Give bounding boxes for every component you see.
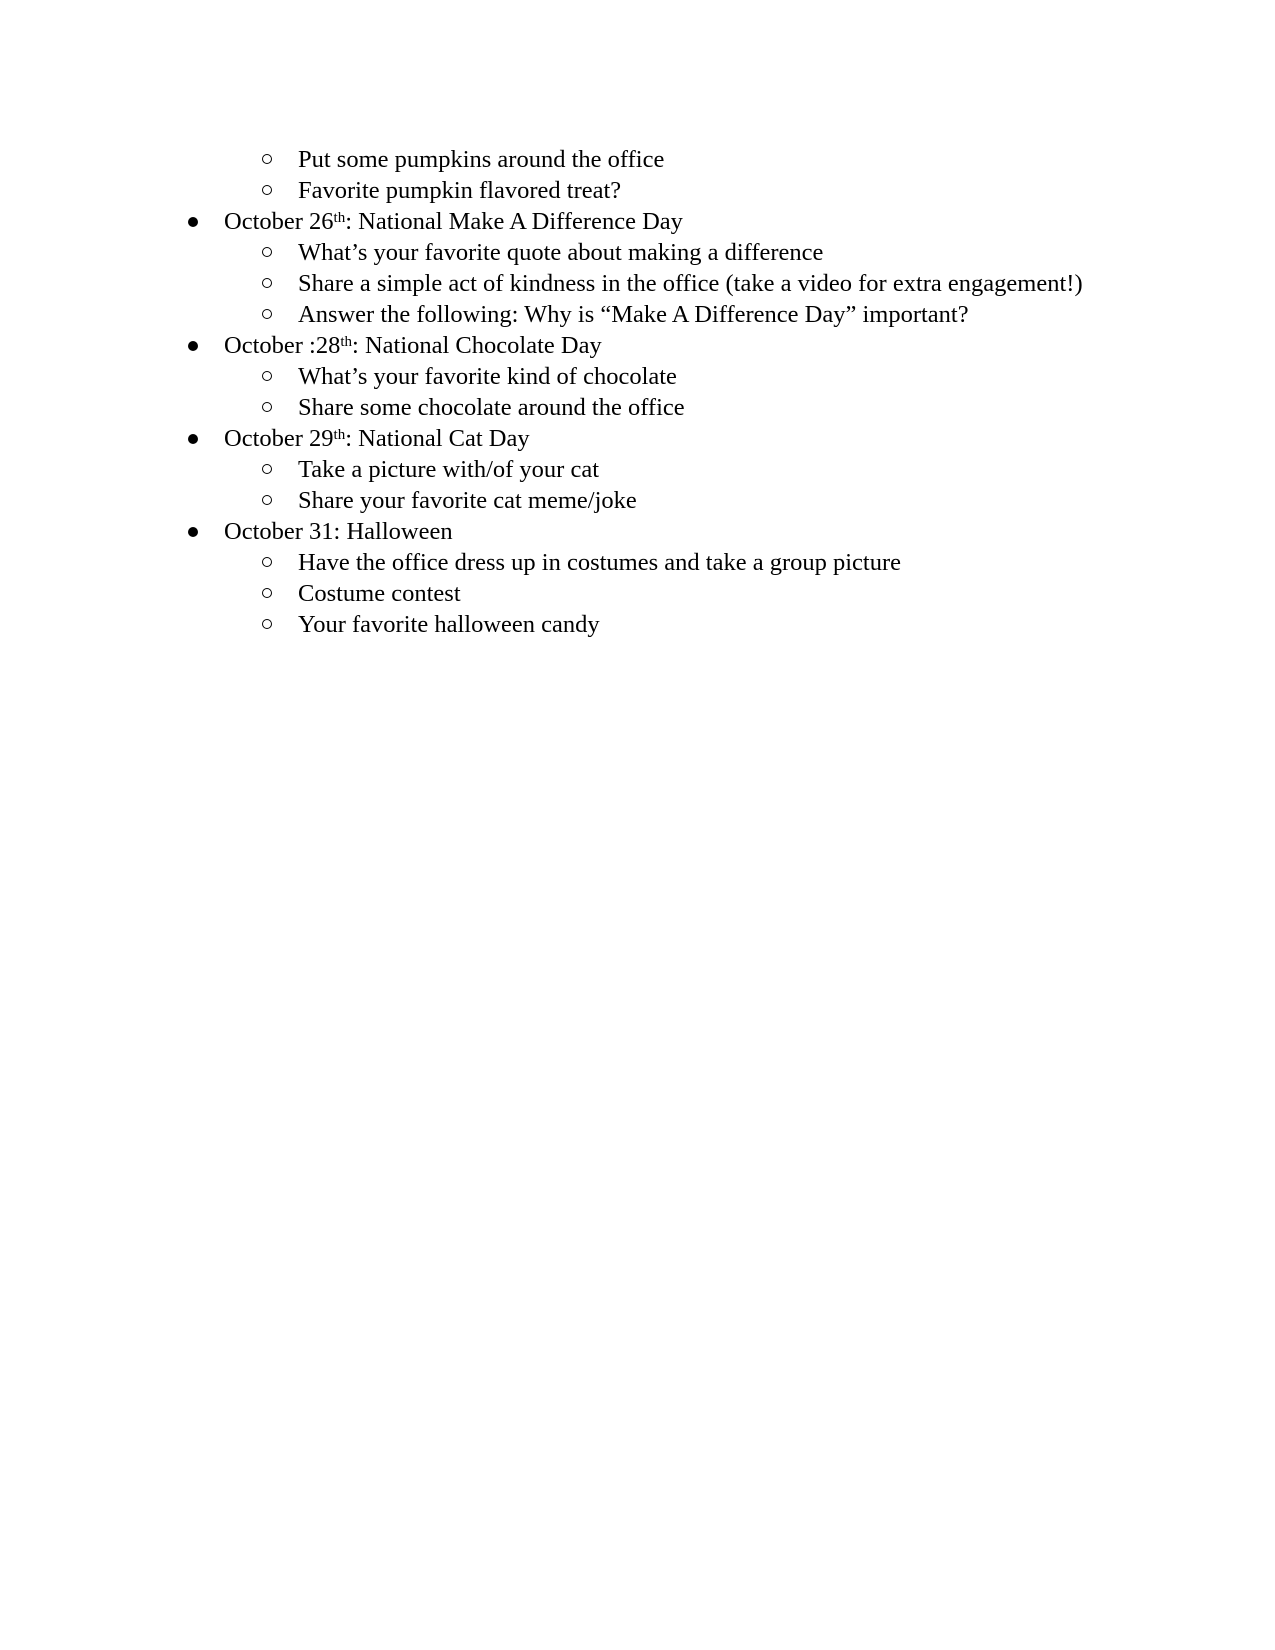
hollow-bullet-icon [262, 299, 272, 330]
ordinal-suffix: th [340, 334, 353, 350]
list-item-heading [0, 206, 1275, 237]
date-text: October 29 [224, 425, 334, 452]
bulleted-list [0, 144, 1275, 640]
list-item-heading [0, 516, 1275, 547]
list-item-text: Costume contest [298, 580, 461, 607]
ordinal-suffix: th [333, 427, 346, 443]
date-text: October :28 [224, 332, 341, 359]
hollow-bullet-icon [262, 392, 272, 423]
list-item-heading [0, 423, 1275, 454]
list-item-text: What’s your favorite kind of chocolate [298, 363, 677, 390]
list-item [0, 547, 1275, 578]
list-item-heading [0, 330, 1275, 361]
hollow-bullet-icon [262, 547, 272, 578]
list-item [0, 361, 1275, 392]
hollow-bullet-icon [262, 485, 272, 516]
list-item-text: Answer the following: Why is “Make A Difference Day” important? [298, 301, 969, 328]
filled-bullet-icon [188, 516, 198, 547]
hollow-bullet-icon [262, 454, 272, 485]
list-item [0, 175, 1275, 206]
hollow-bullet-icon [262, 578, 272, 609]
event-name: : National Chocolate Day [352, 332, 602, 359]
list-item-text: Favorite pumpkin flavored treat? [298, 177, 622, 204]
hollow-bullet-icon [262, 268, 272, 299]
list-item [0, 454, 1275, 485]
list-item-text: Share your favorite cat meme/joke [298, 487, 637, 514]
list-item [0, 237, 1275, 268]
list-item-text: Have the office dress up in costumes and take a group picture [298, 549, 902, 576]
list-item [0, 485, 1275, 516]
list-item [0, 299, 1275, 330]
hollow-bullet-icon [262, 175, 272, 206]
list-item-text: Put some pumpkins around the office [298, 146, 665, 173]
list-item [0, 609, 1275, 640]
hollow-bullet-icon [262, 609, 272, 640]
date-text: October 26 [224, 208, 334, 235]
list-item [0, 392, 1275, 423]
list-item-text [224, 330, 602, 361]
filled-bullet-icon [188, 206, 198, 237]
filled-bullet-icon [188, 423, 198, 454]
list-item [0, 268, 1275, 299]
event-name: : National Make A Difference Day [345, 208, 683, 235]
hollow-bullet-icon [262, 144, 272, 175]
event-name: : National Cat Day [345, 425, 530, 452]
list-item-text: Share a simple act of kindness in the office (take a video for extra engagement!) [298, 270, 1083, 297]
list-item-text [224, 423, 530, 454]
list-item-text: Take a picture with/of your cat [298, 456, 600, 483]
ordinal-suffix: th [333, 210, 346, 226]
list-item-text: Your favorite halloween candy [298, 611, 600, 638]
date-text: October 31: Halloween [224, 518, 453, 545]
hollow-bullet-icon [262, 361, 272, 392]
list-item-text: What’s your favorite quote about making a difference [298, 239, 824, 266]
list-item-text: Share some chocolate around the office [298, 394, 685, 421]
filled-bullet-icon [188, 330, 198, 361]
list-item [0, 578, 1275, 609]
list-item [0, 144, 1275, 175]
list-item-text [224, 516, 453, 547]
hollow-bullet-icon [262, 237, 272, 268]
list-item-text [224, 206, 683, 237]
